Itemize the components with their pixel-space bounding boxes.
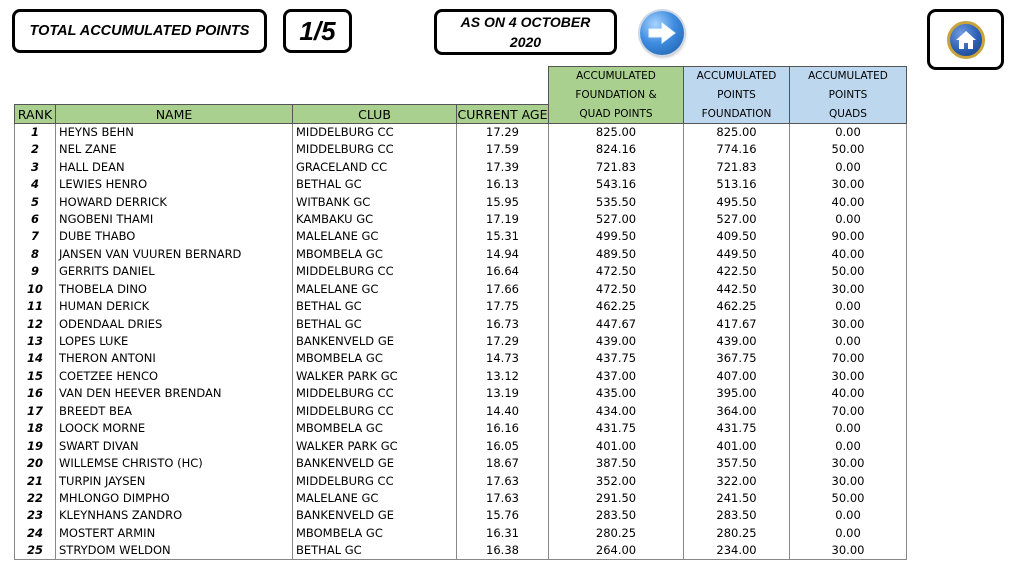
rank-cell: 23 bbox=[15, 507, 56, 524]
col-header-rank: RANK bbox=[15, 105, 56, 124]
total-points-cell: 472.50 bbox=[549, 263, 684, 280]
rank-cell: 18 bbox=[15, 420, 56, 437]
rank-cell: 1 bbox=[15, 124, 56, 142]
quad-points-cell: 30.00 bbox=[790, 542, 907, 560]
header-spacer bbox=[15, 67, 549, 86]
table-row bbox=[15, 420, 907, 437]
rank-cell: 22 bbox=[15, 490, 56, 507]
quad-points-cell: 0.00 bbox=[790, 211, 907, 228]
name-cell: BREEDT BEA bbox=[56, 403, 293, 420]
table-row bbox=[15, 333, 907, 350]
age-cell: 15.95 bbox=[457, 193, 549, 210]
club-cell: MBOMBELA GC bbox=[293, 420, 457, 437]
rank-cell: 4 bbox=[15, 176, 56, 193]
name-cell: ODENDAAL DRIES bbox=[56, 315, 293, 332]
total-points-cell: 489.50 bbox=[549, 246, 684, 263]
quad-points-cell: 30.00 bbox=[790, 315, 907, 332]
table-row bbox=[15, 211, 907, 228]
quad-points-cell: 50.00 bbox=[790, 490, 907, 507]
age-cell: 17.29 bbox=[457, 124, 549, 142]
table-row bbox=[15, 228, 907, 245]
quad-points-cell: 30.00 bbox=[790, 455, 907, 472]
total-points-cell: 825.00 bbox=[549, 124, 684, 142]
name-cell: MHLONGO DIMPHO bbox=[56, 490, 293, 507]
quad-points-cell: 0.00 bbox=[790, 507, 907, 524]
rank-cell: 14 bbox=[15, 350, 56, 367]
total-points-cell: 264.00 bbox=[549, 542, 684, 560]
table-row bbox=[15, 368, 907, 385]
age-cell: 16.38 bbox=[457, 542, 549, 560]
club-cell: WALKER PARK GC bbox=[293, 368, 457, 385]
next-page-button[interactable] bbox=[640, 11, 684, 55]
total-points-cell: 283.50 bbox=[549, 507, 684, 524]
club-cell: MIDDELBURG CC bbox=[293, 403, 457, 420]
name-cell: DUBE THABO bbox=[56, 228, 293, 245]
rank-cell: 5 bbox=[15, 193, 56, 210]
foundation-points-cell: 417.67 bbox=[684, 315, 790, 332]
quad-points-cell: 0.00 bbox=[790, 420, 907, 437]
age-cell: 16.31 bbox=[457, 525, 549, 542]
name-cell: THERON ANTONI bbox=[56, 350, 293, 367]
age-cell: 17.19 bbox=[457, 211, 549, 228]
quad-points-cell: 70.00 bbox=[790, 403, 907, 420]
age-cell: 17.29 bbox=[457, 333, 549, 350]
foundation-points-cell: 367.75 bbox=[684, 350, 790, 367]
age-cell: 16.05 bbox=[457, 437, 549, 454]
age-cell: 17.63 bbox=[457, 472, 549, 489]
table-row bbox=[15, 124, 907, 142]
name-cell: LOPES LUKE bbox=[56, 333, 293, 350]
foundation-points-cell: 462.25 bbox=[684, 298, 790, 315]
age-cell: 16.73 bbox=[457, 315, 549, 332]
rank-cell: 25 bbox=[15, 542, 56, 560]
club-cell: BANKENVELD GE bbox=[293, 507, 457, 524]
rank-cell: 9 bbox=[15, 263, 56, 280]
total-points-cell: 387.50 bbox=[549, 455, 684, 472]
name-cell: LOOCK MORNE bbox=[56, 420, 293, 437]
date-line-2: 2020 bbox=[509, 34, 542, 50]
total-points-cell: 447.67 bbox=[549, 315, 684, 332]
rank-cell: 6 bbox=[15, 211, 56, 228]
name-cell: KLEYNHANS ZANDRO bbox=[56, 507, 293, 524]
age-cell: 17.59 bbox=[457, 141, 549, 158]
quad-points-cell: 50.00 bbox=[790, 263, 907, 280]
quad-points-cell: 0.00 bbox=[790, 298, 907, 315]
age-cell: 17.63 bbox=[457, 490, 549, 507]
table-row bbox=[15, 525, 907, 542]
quad-points-cell: 30.00 bbox=[790, 472, 907, 489]
age-cell: 13.12 bbox=[457, 368, 549, 385]
col-header-foundation-line2: POINTS bbox=[684, 86, 790, 105]
foundation-points-cell: 234.00 bbox=[684, 542, 790, 560]
name-cell: JANSEN VAN VUUREN BERNARD bbox=[56, 246, 293, 263]
rank-cell: 10 bbox=[15, 281, 56, 298]
table-row bbox=[15, 176, 907, 193]
rank-cell: 3 bbox=[15, 158, 56, 175]
name-cell: THOBELA DINO bbox=[56, 281, 293, 298]
total-points-cell: 472.50 bbox=[549, 281, 684, 298]
table-row bbox=[15, 263, 907, 280]
club-cell: MIDDELBURG CC bbox=[293, 385, 457, 402]
page-title bbox=[12, 9, 267, 53]
total-points-cell: 434.00 bbox=[549, 403, 684, 420]
home-icon bbox=[955, 30, 977, 50]
club-cell: BANKENVELD GE bbox=[293, 455, 457, 472]
club-cell: WALKER PARK GC bbox=[293, 437, 457, 454]
table-body bbox=[15, 124, 907, 560]
club-cell: MALELANE GC bbox=[293, 281, 457, 298]
age-cell: 18.67 bbox=[457, 455, 549, 472]
col-header-quads-line2: POINTS bbox=[790, 86, 907, 105]
name-cell: GERRITS DANIEL bbox=[56, 263, 293, 280]
name-cell: HEYNS BEHN bbox=[56, 124, 293, 142]
total-points-cell: 535.50 bbox=[549, 193, 684, 210]
total-points-cell: 280.25 bbox=[549, 525, 684, 542]
table-row bbox=[15, 385, 907, 402]
quad-points-cell: 0.00 bbox=[790, 124, 907, 142]
club-cell: GRACELAND CC bbox=[293, 158, 457, 175]
name-cell: HUMAN DERICK bbox=[56, 298, 293, 315]
page-indicator bbox=[283, 9, 352, 53]
quad-points-cell: 50.00 bbox=[790, 141, 907, 158]
club-cell: MBOMBELA GC bbox=[293, 525, 457, 542]
age-cell: 15.31 bbox=[457, 228, 549, 245]
quad-points-cell: 30.00 bbox=[790, 281, 907, 298]
page-indicator-text: 1/5 bbox=[299, 15, 336, 46]
name-cell: STRYDOM WELDON bbox=[56, 542, 293, 560]
table-row bbox=[15, 298, 907, 315]
table-row bbox=[15, 246, 907, 263]
club-cell: MIDDELBURG CC bbox=[293, 263, 457, 280]
col-header-age: CURRENT AGE bbox=[457, 106, 548, 122]
foundation-points-cell: 241.50 bbox=[684, 490, 790, 507]
rank-cell: 24 bbox=[15, 525, 56, 542]
table-row bbox=[15, 350, 907, 367]
total-points-cell: 401.00 bbox=[549, 437, 684, 454]
club-cell: BANKENVELD GE bbox=[293, 333, 457, 350]
club-cell: MBOMBELA GC bbox=[293, 350, 457, 367]
total-points-cell: 439.00 bbox=[549, 333, 684, 350]
arrow-right-icon bbox=[647, 21, 677, 45]
foundation-points-cell: 357.50 bbox=[684, 455, 790, 472]
quad-points-cell: 70.00 bbox=[790, 350, 907, 367]
club-cell: MBOMBELA GC bbox=[293, 246, 457, 263]
quad-points-cell: 0.00 bbox=[790, 525, 907, 542]
foundation-points-cell: 409.50 bbox=[684, 228, 790, 245]
quad-points-cell: 0.00 bbox=[790, 437, 907, 454]
home-button[interactable] bbox=[927, 9, 1004, 70]
age-cell: 17.66 bbox=[457, 281, 549, 298]
rank-cell: 2 bbox=[15, 141, 56, 158]
name-cell: COETZEE HENCO bbox=[56, 368, 293, 385]
total-points-cell: 431.75 bbox=[549, 420, 684, 437]
table-row bbox=[15, 490, 907, 507]
col-header-club: CLUB bbox=[293, 105, 457, 124]
table-row bbox=[15, 281, 907, 298]
total-points-cell: 437.75 bbox=[549, 350, 684, 367]
rank-cell: 15 bbox=[15, 368, 56, 385]
quad-points-cell: 30.00 bbox=[790, 176, 907, 193]
foundation-points-cell: 513.16 bbox=[684, 176, 790, 193]
club-cell: MIDDELBURG CC bbox=[293, 124, 457, 142]
total-points-cell: 824.16 bbox=[549, 141, 684, 158]
foundation-points-cell: 825.00 bbox=[684, 124, 790, 142]
club-cell: MALELANE GC bbox=[293, 490, 457, 507]
date-line-1: AS ON 4 OCTOBER bbox=[460, 14, 591, 30]
rank-cell: 17 bbox=[15, 403, 56, 420]
foundation-points-cell: 322.00 bbox=[684, 472, 790, 489]
age-cell: 16.64 bbox=[457, 263, 549, 280]
foundation-points-cell: 774.16 bbox=[684, 141, 790, 158]
total-points-cell: 352.00 bbox=[549, 472, 684, 489]
foundation-points-cell: 280.25 bbox=[684, 525, 790, 542]
foundation-points-cell: 439.00 bbox=[684, 333, 790, 350]
club-cell: WITBANK GC bbox=[293, 193, 457, 210]
quad-points-cell: 0.00 bbox=[790, 158, 907, 175]
quad-points-cell: 40.00 bbox=[790, 193, 907, 210]
club-cell: MIDDELBURG CC bbox=[293, 472, 457, 489]
table-row bbox=[15, 437, 907, 454]
table-row bbox=[15, 542, 907, 560]
col-header-quads-line1: ACCUMULATED bbox=[790, 67, 907, 86]
name-cell: NGOBENI THAMI bbox=[56, 211, 293, 228]
date-label bbox=[434, 9, 617, 55]
club-cell: BETHAL GC bbox=[293, 176, 457, 193]
foundation-points-cell: 364.00 bbox=[684, 403, 790, 420]
name-cell: MOSTERT ARMIN bbox=[56, 525, 293, 542]
foundation-points-cell: 283.50 bbox=[684, 507, 790, 524]
name-cell: HALL DEAN bbox=[56, 158, 293, 175]
quad-points-cell: 40.00 bbox=[790, 246, 907, 263]
home-icon-badge bbox=[947, 21, 985, 59]
col-header-name: NAME bbox=[56, 105, 293, 124]
club-cell: MIDDELBURG CC bbox=[293, 141, 457, 158]
table-row bbox=[15, 455, 907, 472]
quad-points-cell: 0.00 bbox=[790, 333, 907, 350]
table-row bbox=[15, 315, 907, 332]
total-points-cell: 437.00 bbox=[549, 368, 684, 385]
header-spacer bbox=[15, 86, 549, 105]
foundation-points-cell: 495.50 bbox=[684, 193, 790, 210]
foundation-points-cell: 422.50 bbox=[684, 263, 790, 280]
club-cell: BETHAL GC bbox=[293, 542, 457, 560]
rank-cell: 13 bbox=[15, 333, 56, 350]
foundation-points-cell: 431.75 bbox=[684, 420, 790, 437]
foundation-points-cell: 527.00 bbox=[684, 211, 790, 228]
table-row bbox=[15, 403, 907, 420]
rank-cell: 8 bbox=[15, 246, 56, 263]
total-points-cell: 721.83 bbox=[549, 158, 684, 175]
name-cell: HOWARD DERRICK bbox=[56, 193, 293, 210]
table-row bbox=[15, 158, 907, 175]
name-cell: SWART DIVAN bbox=[56, 437, 293, 454]
foundation-points-cell: 449.50 bbox=[684, 246, 790, 263]
points-table bbox=[14, 66, 907, 560]
col-header-total-line3: QUAD POINTS bbox=[549, 105, 684, 124]
rank-cell: 16 bbox=[15, 385, 56, 402]
quad-points-cell: 90.00 bbox=[790, 228, 907, 245]
col-header-total-line2: FOUNDATION & bbox=[549, 86, 684, 105]
age-cell: 14.94 bbox=[457, 246, 549, 263]
age-cell: 16.13 bbox=[457, 176, 549, 193]
foundation-points-cell: 407.00 bbox=[684, 368, 790, 385]
foundation-points-cell: 401.00 bbox=[684, 437, 790, 454]
age-cell: 13.19 bbox=[457, 385, 549, 402]
col-header-foundation-line1: ACCUMULATED bbox=[684, 67, 790, 86]
age-cell: 17.39 bbox=[457, 158, 549, 175]
name-cell: NEL ZANE bbox=[56, 141, 293, 158]
quad-points-cell: 30.00 bbox=[790, 368, 907, 385]
col-header-foundation-line3: FOUNDATION bbox=[684, 105, 790, 124]
club-cell: BETHAL GC bbox=[293, 298, 457, 315]
club-cell: BETHAL GC bbox=[293, 315, 457, 332]
age-cell: 14.73 bbox=[457, 350, 549, 367]
age-cell: 17.75 bbox=[457, 298, 549, 315]
name-cell: LEWIES HENRO bbox=[56, 176, 293, 193]
name-cell: WILLEMSE CHRISTO (HC) bbox=[56, 455, 293, 472]
age-cell: 14.40 bbox=[457, 403, 549, 420]
table-row bbox=[15, 141, 907, 158]
club-cell: KAMBAKU GC bbox=[293, 211, 457, 228]
club-cell: MALELANE GC bbox=[293, 228, 457, 245]
col-header-total-line1: ACCUMULATED bbox=[549, 67, 684, 86]
col-header-quads-line3: QUADS bbox=[790, 105, 907, 124]
name-cell: VAN DEN HEEVER BRENDAN bbox=[56, 385, 293, 402]
rank-cell: 20 bbox=[15, 455, 56, 472]
quad-points-cell: 40.00 bbox=[790, 385, 907, 402]
foundation-points-cell: 442.50 bbox=[684, 281, 790, 298]
name-cell: TURPIN JAYSEN bbox=[56, 472, 293, 489]
rank-cell: 19 bbox=[15, 437, 56, 454]
total-points-cell: 291.50 bbox=[549, 490, 684, 507]
page-title-text: TOTAL ACCUMULATED POINTS bbox=[29, 23, 250, 39]
total-points-cell: 527.00 bbox=[549, 211, 684, 228]
total-points-cell: 462.25 bbox=[549, 298, 684, 315]
rank-cell: 11 bbox=[15, 298, 56, 315]
foundation-points-cell: 395.00 bbox=[684, 385, 790, 402]
rank-cell: 21 bbox=[15, 472, 56, 489]
table-row bbox=[15, 472, 907, 489]
rank-cell: 12 bbox=[15, 315, 56, 332]
rank-cell: 7 bbox=[15, 228, 56, 245]
table-row bbox=[15, 193, 907, 210]
age-cell: 15.76 bbox=[457, 507, 549, 524]
foundation-points-cell: 721.83 bbox=[684, 158, 790, 175]
age-cell: 16.16 bbox=[457, 420, 549, 437]
total-points-cell: 499.50 bbox=[549, 228, 684, 245]
total-points-cell: 435.00 bbox=[549, 385, 684, 402]
total-points-cell: 543.16 bbox=[549, 176, 684, 193]
table-row bbox=[15, 507, 907, 524]
